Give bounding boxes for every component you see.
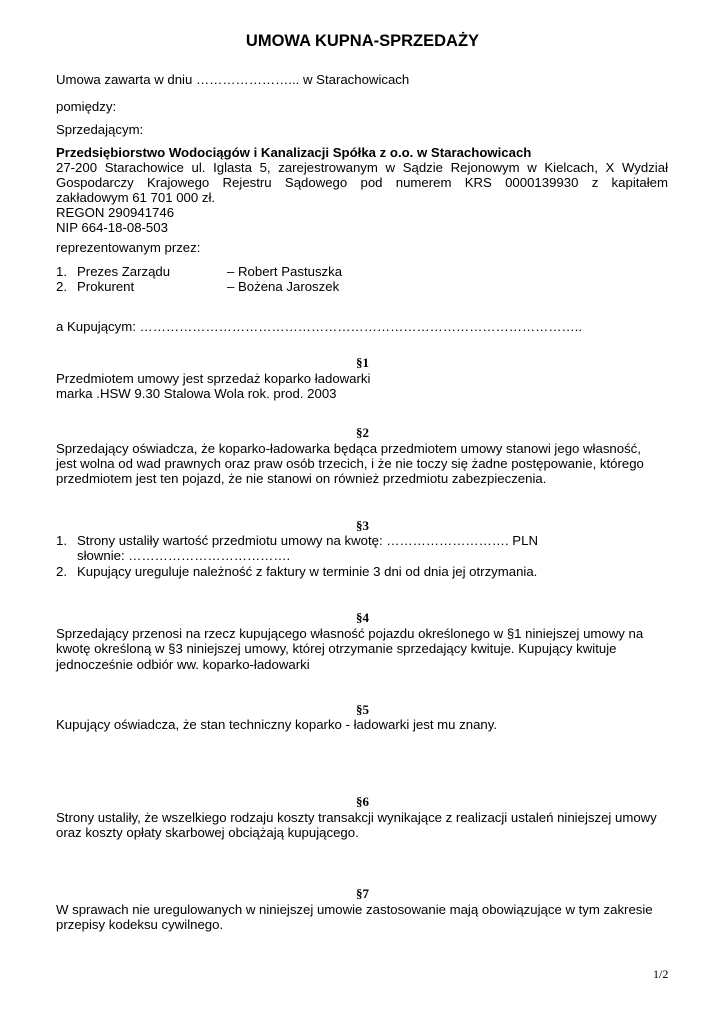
section-7-text: przepisy kodeksu cywilnego.: [56, 917, 224, 932]
seller-regon: REGON 290941746: [56, 205, 175, 220]
section-7-text: W sprawach nie uregulowanych w niniejszej umowie zastosowanie mają obowiązujące w tym zakresie: [56, 902, 653, 917]
section-2-heading: §2: [356, 425, 369, 440]
section-3-text: Strony ustaliły wartość przedmiotu umowy na kwotę: ………………………. PLN: [77, 533, 538, 548]
intro-between: pomiędzy:: [56, 99, 117, 114]
buyer-line: a Kupującym: ………………………………………………………………………………………..: [56, 319, 583, 334]
section-6-heading: §6: [356, 794, 369, 809]
seller-address-line: 27-200 Starachowice ul. Iglasta 5, zarejestrowanym w Sądzie Rejonowym w Kielcach, X Wydział: [56, 160, 668, 175]
section-3-item-number: 1.: [56, 533, 67, 548]
section-2-text: Sprzedający oświadcza, że koparko-ładowarka będąca przedmiotem umowy stanowi jego własność,: [56, 441, 641, 456]
section-5-heading: §5: [356, 702, 369, 717]
section-7-heading: §7: [356, 886, 369, 901]
section-2-text: przedmiotem jest ten pojazd, że nie stanowi on również przedmiotu zabezpieczenia.: [56, 471, 547, 486]
section-1-text: marka .HSW 9.30 Stalowa Wola rok. prod. 2003: [56, 386, 337, 401]
section-5-text: Kupujący oświadcza, że stan techniczny koparko - ładowarki jest mu znany.: [56, 717, 498, 732]
represented-by-label: reprezentowanym przez:: [56, 240, 201, 255]
section-3-item-number: 2.: [56, 564, 67, 579]
section-2-text: jest wolna od wad prawnych oraz praw osób trzecich, i że nie toczy się żadne postępowanie, którego: [56, 456, 644, 471]
page-number: 1/2: [653, 967, 669, 981]
representative-number: 1.: [56, 264, 67, 279]
seller-label: Sprzedającym:: [56, 122, 144, 137]
section-3-heading: §3: [356, 518, 369, 533]
section-4-heading: §4: [356, 610, 369, 625]
section-4-text: kwotę określoną w §3 niniejszej umowy, której otrzymanie sprzedający kwituje. Kupujący kwituje: [56, 641, 617, 656]
section-4-text: jednocześnie odbiór ww. koparko-ładowarki: [56, 657, 310, 672]
section-3-text: słownie: ……………………………….: [77, 548, 291, 563]
intro-concluded: Umowa zawarta w dniu …………………... w Starachowicach: [56, 72, 410, 87]
document-title: UMOWA KUPNA-SPRZEDAŻY: [245, 32, 480, 50]
representative-role: Prezes Zarządu: [77, 264, 171, 279]
seller-address-line: Gospodarczy Krajowego Rejestru Sądowego pod numerem KRS 0000139930 z kapitałem: [56, 175, 668, 190]
representative-number: 2.: [56, 279, 67, 294]
section-1-heading: §1: [356, 355, 369, 370]
seller-address-line: zakładowym 61 701 000 zł.: [56, 190, 216, 205]
representative-name: – Bożena Jaroszek: [227, 279, 340, 294]
representative-role: Prokurent: [77, 279, 135, 294]
representative-name: – Robert Pastuszka: [227, 264, 343, 279]
section-4-text: Sprzedający przenosi na rzecz kupującego własność pojazdu określonego w §1 niniejszej umowy na: [56, 626, 644, 641]
seller-name: Przedsiębiorstwo Wodociągów i Kanalizacji Spółka z o.o. w Starachowicach: [56, 145, 532, 160]
section-3-text: Kupujący ureguluje należność z faktury w terminie 3 dni od dnia jej otrzymania.: [77, 564, 538, 579]
seller-nip: NIP 664-18-08-503: [56, 220, 168, 235]
section-6-text: oraz koszty opłaty skarbowej obciążają kupującego.: [56, 825, 359, 840]
section-1-text: Przedmiotem umowy jest sprzedaż koparko ładowarki: [56, 371, 371, 386]
section-6-text: Strony ustaliły, że wszelkiego rodzaju koszty transakcji wynikające z realizacji ustaleń niniejszej umowy: [56, 810, 657, 825]
